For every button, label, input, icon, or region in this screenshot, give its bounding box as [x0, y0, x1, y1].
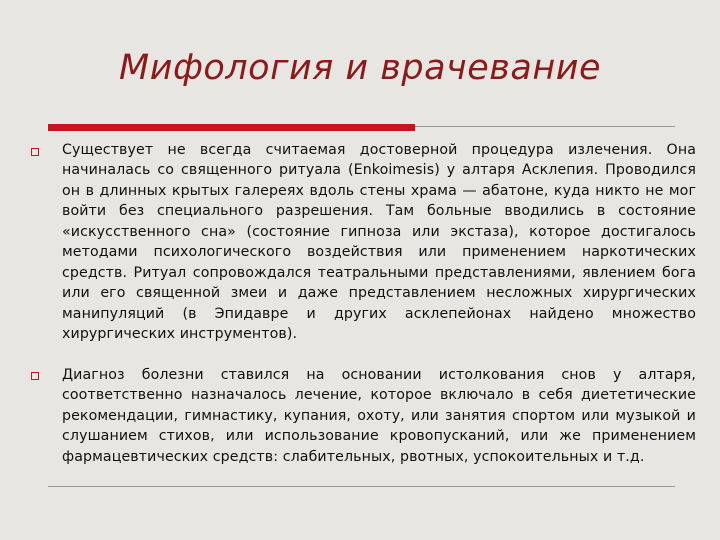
title-underline-thick	[48, 124, 415, 131]
bullet-text: Существует не всегда считаемая достоверной процедура излечения. Она начиналась со священного ритуала (Enkoimesis) у алтаря Асклепия. Проводился он в длинных крытых галереях вдоль стены храма — абатоне, куда никто не мог войти без специального разрешения. Там больные вводились в состояние «искусственного сна» (состояние гипноза или экстаза), которое достигалось методами психологического воздействия или применением наркотических средств. Ритуал сопровождался театральными представлениями, явлением бога или его священной змеи и даже представлением несложных хирургических манипуляций (в Эпидавре и других асклепейонах найдено множество хирургических инструментов).	[62, 142, 696, 343]
title-underline-thin	[415, 126, 675, 127]
hollow-square-icon	[31, 148, 39, 156]
hollow-square-icon	[31, 372, 39, 380]
slide-title: Мифология и врачевание	[119, 48, 601, 88]
bottom-divider	[48, 486, 675, 487]
bullet-text: Диагноз болезни ставился на основании истолкования снов у алтаря, соответственно назначалось лечение, которое включало в себя диететические рекомендации, гимнастику, купания, охоту, или занятия спортом или музыкой и слушанием стихов, или использование кровопусканий, или же применением фармацевтических средств: слабительных, рвотных, успокоительных и т.д.	[62, 367, 696, 465]
